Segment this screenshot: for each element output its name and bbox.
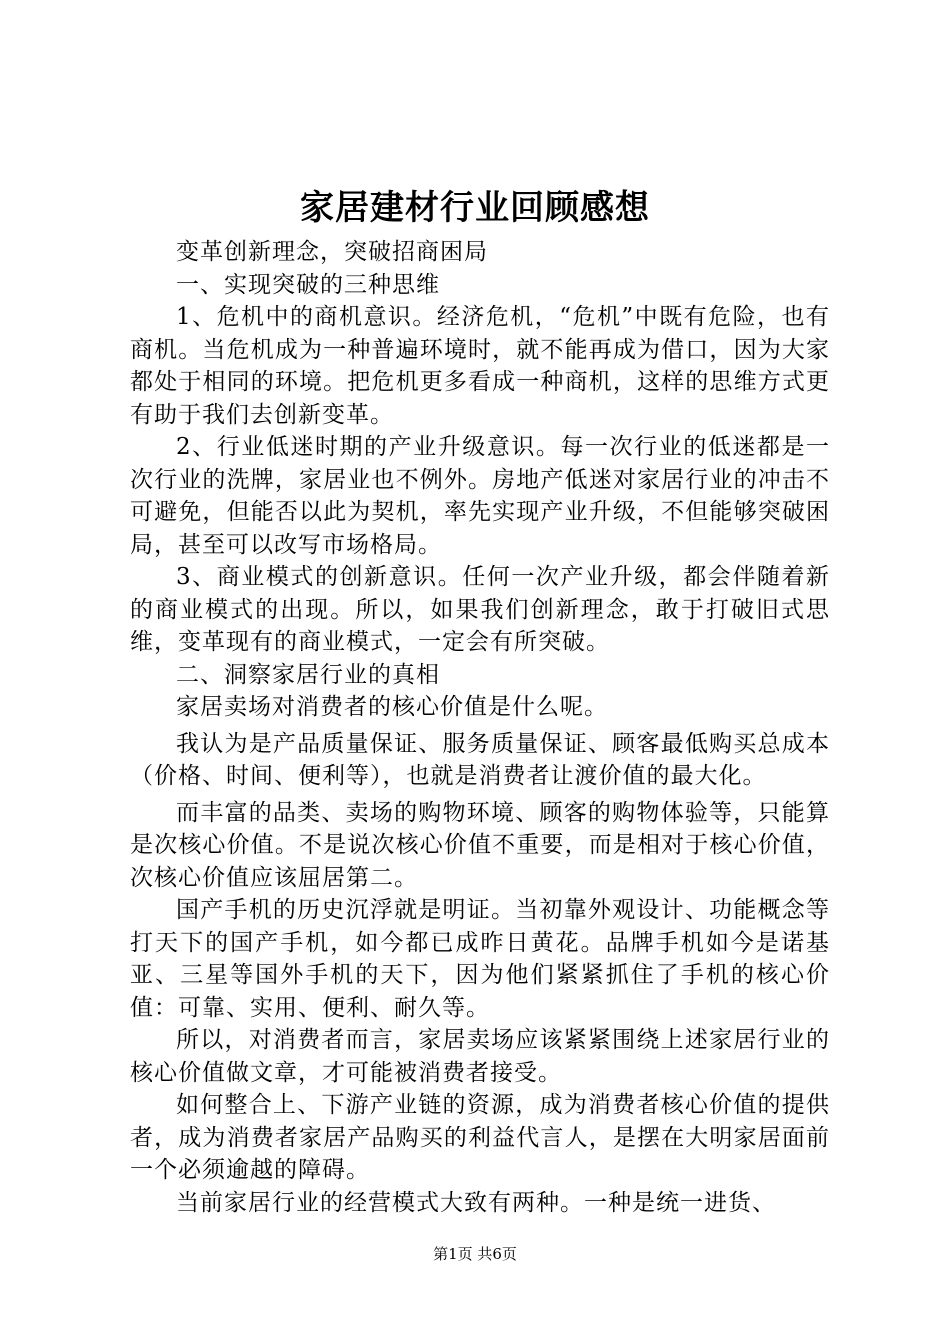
page-number-footer: 第1页 共6页 (433, 1245, 517, 1263)
paragraph: 3、商业模式的创新意识。任何一次产业升级，都会伴随着新的商业模式的出现。所以，如果我们创新理念，敢于打破旧式思维，变革现有的商业模式，一定会有所突破。 (130, 564, 830, 655)
paragraph: 如何整合上、下游产业链的资源，成为消费者核心价值的提供者，成为消费者家居产品购买的利益代言人，是摆在大明家居面前一个必须逾越的障碍。 (130, 1092, 830, 1183)
paragraph: 家居卖场对消费者的核心价值是什么呢。 (176, 694, 608, 720)
paragraph: 而丰富的品类、卖场的购物环境、顾客的购物体验等，只能算是次核心价值。不是说次核心价值不重要，而是相对于核心价值，次核心价值应该屈居第二。 (130, 799, 830, 891)
document-title: 家居建材行业回顾感想 (300, 188, 650, 228)
paragraph: 当前家居行业的经营模式大致有两种。一种是统一进货、 (176, 1189, 776, 1216)
paragraph: 变革创新理念，突破招商困局 (176, 239, 488, 265)
paragraph: 2、行业低迷时期的产业升级意识。每一次行业的低迷都是一次行业的洗牌，家居业也不例外。房地产低迷对家居行业的冲击不可避免，但能否以此为契机，率先实现产业升级，不但能够突破困局，甚至可以改写市场格局。 (130, 434, 830, 558)
section-heading: 一、实现突破的三种思维 (176, 271, 440, 298)
paragraph: 1、危机中的商机意识。经济危机，“危机”中既有危险，也有商机。当危机成为一种普遍环境时，就不能再成为借口，因为大家都处于相同的环境。把危机更多看成一种商机，这样的思维方式更有助于我们去创新变革。 (130, 304, 830, 428)
section-heading: 二、洞察家居行业的真相 (176, 661, 440, 688)
document-body (130, 236, 830, 1219)
paragraph: 所以，对消费者而言，家居卖场应该紧紧围绕上述家居行业的核心价值做文章，才可能被消费者接受。 (130, 1027, 830, 1086)
paragraph: 国产手机的历史沉浮就是明证。当初靠外观设计、功能概念等打天下的国产手机，如今都已成昨日黄花。品牌手机如今是诺基亚、三星等国外手机的天下，因为他们紧紧抓住了手机的核心价值：可靠、实用、便利、耐久等。 (130, 897, 830, 1021)
paragraph: 我认为是产品质量保证、服务质量保证、顾客最低购买总成本（价格、时间、便利等），也就是消费者让渡价值的最大化。 (130, 730, 830, 789)
